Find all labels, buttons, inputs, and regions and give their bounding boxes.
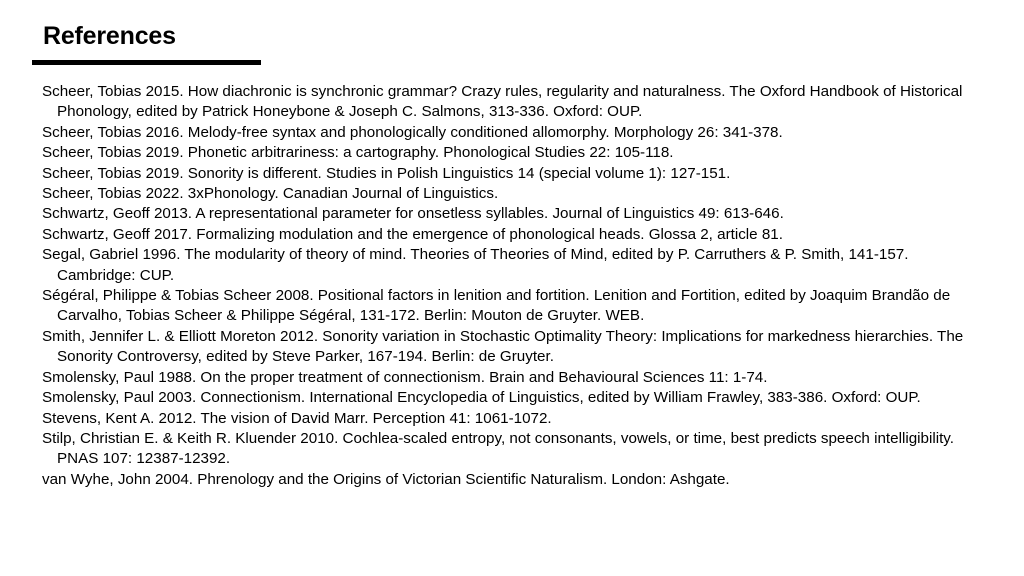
reference-item: Stilp, Christian E. & Keith R. Kluender 2010. Cochlea-scaled entropy, not consonants, vowels, or time, best predicts speech intelligibility. PNAS 107: 12387-12392. bbox=[42, 429, 954, 468]
reference-item: Scheer, Tobias 2016. Melody-free syntax and phonologically conditioned allomorphy. Morphology 26: 341-378. bbox=[42, 123, 783, 141]
reference-item: Schwartz, Geoff 2013. A representational parameter for onsetless syllables. Journal of Linguistics 49: 613-646. bbox=[42, 205, 784, 223]
reference-item: Schwartz, Geoff 2017. Formalizing modulation and the emergence of phonological heads. Glossa 2, article 81. bbox=[42, 225, 783, 243]
reference-item: Smolensky, Paul 1988. On the proper treatment of connectionism. Brain and Behavioural Sciences 11: 1-74. bbox=[42, 368, 768, 386]
reference-item: Scheer, Tobias 2019. Phonetic arbitrariness: a cartography. Phonological Studies 22: 105-118. bbox=[42, 144, 674, 162]
page-title: References bbox=[43, 22, 176, 50]
reference-item: Scheer, Tobias 2022. 3xPhonology. Canadian Journal of Linguistics. bbox=[42, 185, 499, 203]
reference-item: Ségéral, Philippe & Tobias Scheer 2008. Positional factors in lenition and fortition. Lenition and Fortition, edited by Joaquim Brandão de Carvalho, Tobias Scheer & Philippe Ségéral, 131-172. Berlin: Mouton de Gruyter. WEB. bbox=[42, 287, 951, 325]
reference-item: Scheer, Tobias 2019. Sonority is different. Studies in Polish Linguistics 14 (special volume 1): 127-151. bbox=[42, 164, 731, 182]
reference-item: Stevens, Kent A. 2012. The vision of David Marr. Perception 41: 1061-1072. bbox=[42, 409, 552, 427]
title-underline bbox=[32, 60, 261, 65]
reference-item: Smolensky, Paul 2003. Connectionism. International Encyclopedia of Linguistics, edited by William Frawley, 383-386. Oxford: OUP. bbox=[42, 389, 921, 407]
reference-item: Smith, Jennifer L. & Elliott Moreton 2012. Sonority variation in Stochastic Optimality Theory: Implications for markedness hierarchies. The Sonority Controversy, edited by Steve Parker, 167-194. Berlin: de Gruyter. bbox=[42, 327, 964, 366]
reference-list bbox=[42, 82, 990, 490]
reference-item: Segal, Gabriel 1996. The modularity of theory of mind. Theories of Theories of Mind, edited by P. Carruthers & P. Smith, 141-157. Cambridge: CUP. bbox=[42, 246, 909, 284]
reference-item: van Wyhe, John 2004. Phrenology and the Origins of Victorian Scientific Naturalism. London: Ashgate. bbox=[42, 470, 730, 488]
reference-item: Scheer, Tobias 2015. How diachronic is synchronic grammar? Crazy rules, regularity and naturalness. The Oxford Handbook of Historical Phonology, edited by Patrick Honeybone & Joseph C. Salmons, 313-336. Oxford: OUP. bbox=[42, 83, 963, 121]
